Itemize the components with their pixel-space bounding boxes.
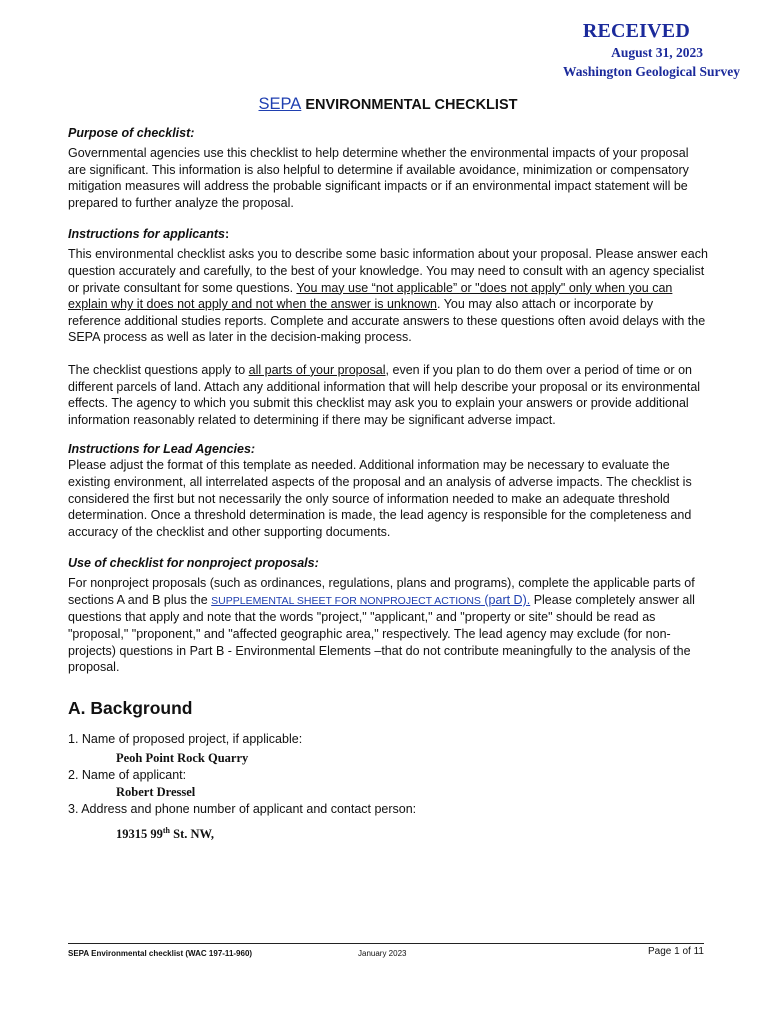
title-rest: ENVIRONMENTAL CHECKLIST	[301, 97, 518, 113]
purpose-text: Governmental agencies use this checklist to help determine whether the environmental impacts of your proposal are significant. This information is also helpful to determine if available avoidance, minimization or compensatory mitigation measures will address the probable significant impacts or if an environmental impact statement will be prepared to further analyze the proposal.	[68, 146, 689, 210]
applicants-p1-b: . You may also attach or incorporate by reference additional studies reports. Complete and accurate answers to these questions often avoid delays with the SEPA process as well as later in the decision-making process.	[68, 297, 706, 345]
nonproject-heading: Use of checklist for nonproject proposals:	[68, 556, 319, 571]
answer-3-sup: th	[162, 825, 170, 835]
applicants-paragraph-2	[68, 362, 708, 428]
applicants-p1-a: This environmental checklist asks you to describe some basic information about your proposal. Please answer each question accurately and carefully, to the best of your knowledge. You may need to consult with an agency specialist or private consultant for some questions.	[68, 247, 708, 295]
stamp-date: August 31, 2023	[611, 45, 703, 60]
supplemental-sheet-link[interactable]: SUPPLEMENTAL SHEET FOR NONPROJECT ACTIONS	[211, 594, 481, 607]
applicants-heading-colon: :	[224, 227, 230, 242]
answer-2: Robert Dressel	[116, 784, 196, 799]
applicants-p2-a: The checklist questions apply to	[68, 362, 249, 377]
applicants-p2-underlined: all parts of your proposal	[248, 362, 386, 377]
answer-3-post: St. NW,	[170, 827, 214, 841]
nonproject-text-a: For nonproject proposals (such as ordinances, regulations, plans and programs), complete the applicable parts of sections A and B plus the	[68, 576, 695, 607]
applicants-p1-underlined: You may use “not applicable” or "does not apply" only when you can explain why it does not apply and not when the answer is unknown	[68, 280, 673, 312]
applicants-heading-text: Instructions for applicants	[68, 227, 225, 242]
stamp-title: RECEIVED	[582, 20, 690, 42]
question-1: 1. Name of proposed project, if applicable:	[68, 731, 303, 746]
background-heading: A. Background	[68, 697, 193, 718]
footer-page-number: Page 1 of 11	[648, 946, 704, 957]
nonproject-text	[68, 575, 708, 676]
nonproject-text-b: Please completely answer all questions that apply and note that the words "project," "applicant," and "property or site" should be read as "proposal," "proponent," and "affected geographic area," respectively. The lead agency may exclude (for non-projects) questions in Part B - Environmental Elements –that do not contribute meaningfully to the analysis of the proposal.	[68, 592, 695, 675]
question-2: 2. Name of applicant:	[68, 767, 187, 782]
stamp-agency: Washington Geological Survey	[562, 64, 740, 79]
received-stamp	[563, 20, 740, 81]
answer-1: Peoh Point Rock Quarry	[116, 750, 249, 765]
lead-text: Please adjust the format of this template as needed. Additional information may be necessary to evaluate the existing environment, all interrelated aspects of the proposal and an analysis of adverse impacts. The checklist is considered the first but not necessarily the only source of information needed to make an adequate threshold determination. Once a threshold determination is made, the lead agency is responsible for the completeness and accuracy of the checklist and other supporting documents.	[68, 458, 692, 539]
applicants-p2-b: , even if you plan to do them over a period of time or on different parcels of land. Attach any additional information that will help describe your proposal or its environmental effects. The agency to which you submit this checklist may ask you to explain your answers or provide additional information reasonably related to determining if there may be significant adverse impact.	[68, 362, 701, 427]
purpose-heading: Purpose of checklist:	[68, 126, 195, 140]
applicants-paragraph-1	[68, 246, 708, 346]
page-footer	[68, 943, 704, 958]
answer-3	[68, 822, 708, 843]
document-body	[68, 95, 708, 843]
sepa-link[interactable]: SEPA	[258, 95, 302, 113]
footer-form-id: SEPA Environmental checklist (WAC 197-11-960)	[68, 949, 253, 958]
footer-date: January 2023	[358, 949, 407, 958]
page-title	[68, 95, 708, 114]
lead-heading: Instructions for Lead Agencies:	[68, 442, 256, 457]
answer-3-pre: 19315 99	[116, 827, 163, 841]
applicants-heading	[68, 227, 708, 241]
question-3: 3. Address and phone number of applicant and contact person:	[68, 801, 417, 816]
part-d-link[interactable]: (part D).	[480, 592, 531, 607]
